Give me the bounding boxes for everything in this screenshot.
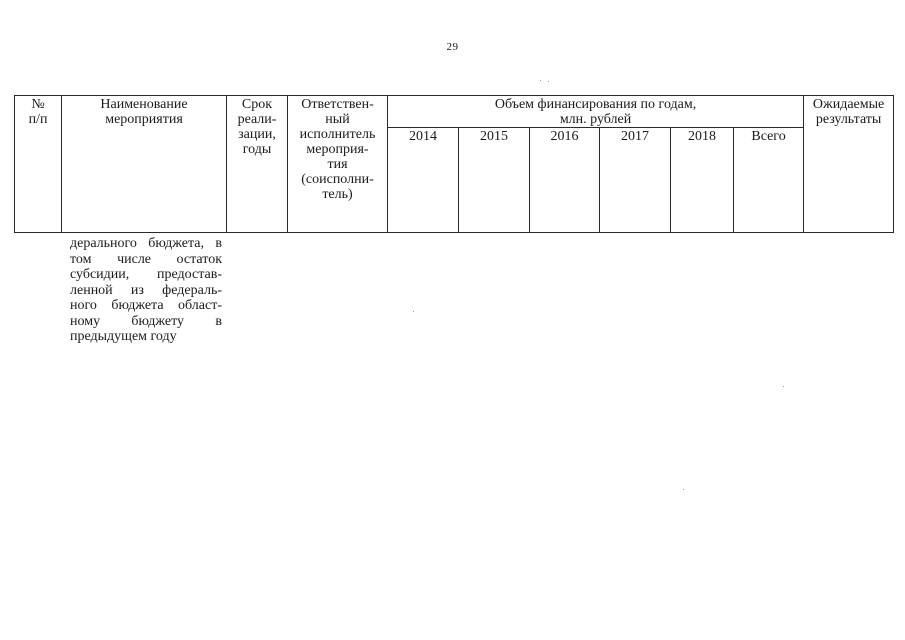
header-term: Срок реали- зации, годы bbox=[227, 96, 288, 233]
continuation-line: том числе остаток bbox=[70, 251, 222, 267]
header-executor: Ответствен- ный исполнитель мероприя- тия (соисполни- тель) bbox=[288, 96, 388, 233]
continuation-line: дерального бюджета, в bbox=[70, 236, 222, 251]
continuation-line: ного бюджета област- bbox=[70, 298, 222, 313]
header-number: № п/п bbox=[15, 96, 62, 233]
header-year-2015: 2015 bbox=[459, 128, 530, 233]
funding-table bbox=[14, 95, 894, 233]
continuation-text bbox=[70, 236, 222, 345]
header-year-2014: 2014 bbox=[388, 128, 459, 233]
scan-speck bbox=[413, 311, 414, 312]
header-results: Ожидаемые результаты bbox=[804, 96, 894, 233]
header-funding: Объем финансирования по годам, млн. рублей bbox=[388, 96, 804, 128]
scan-speck bbox=[683, 489, 684, 490]
continuation-line: субсидии, предостав- bbox=[70, 267, 222, 282]
header-year-2018: 2018 bbox=[671, 128, 734, 233]
continuation-line: ленной из федераль- bbox=[70, 282, 222, 298]
header-year-total: Всего bbox=[734, 128, 804, 233]
scan-speck bbox=[783, 386, 784, 387]
header-name: Наименование мероприятия bbox=[62, 96, 227, 233]
scan-speck bbox=[540, 80, 541, 81]
page-number: 29 bbox=[446, 41, 459, 53]
header-year-2016: 2016 bbox=[530, 128, 600, 233]
scan-speck bbox=[548, 81, 549, 82]
continuation-line: ному бюджету в bbox=[70, 313, 222, 329]
continuation-line: предыдущем году bbox=[70, 329, 177, 344]
header-year-2017: 2017 bbox=[600, 128, 671, 233]
